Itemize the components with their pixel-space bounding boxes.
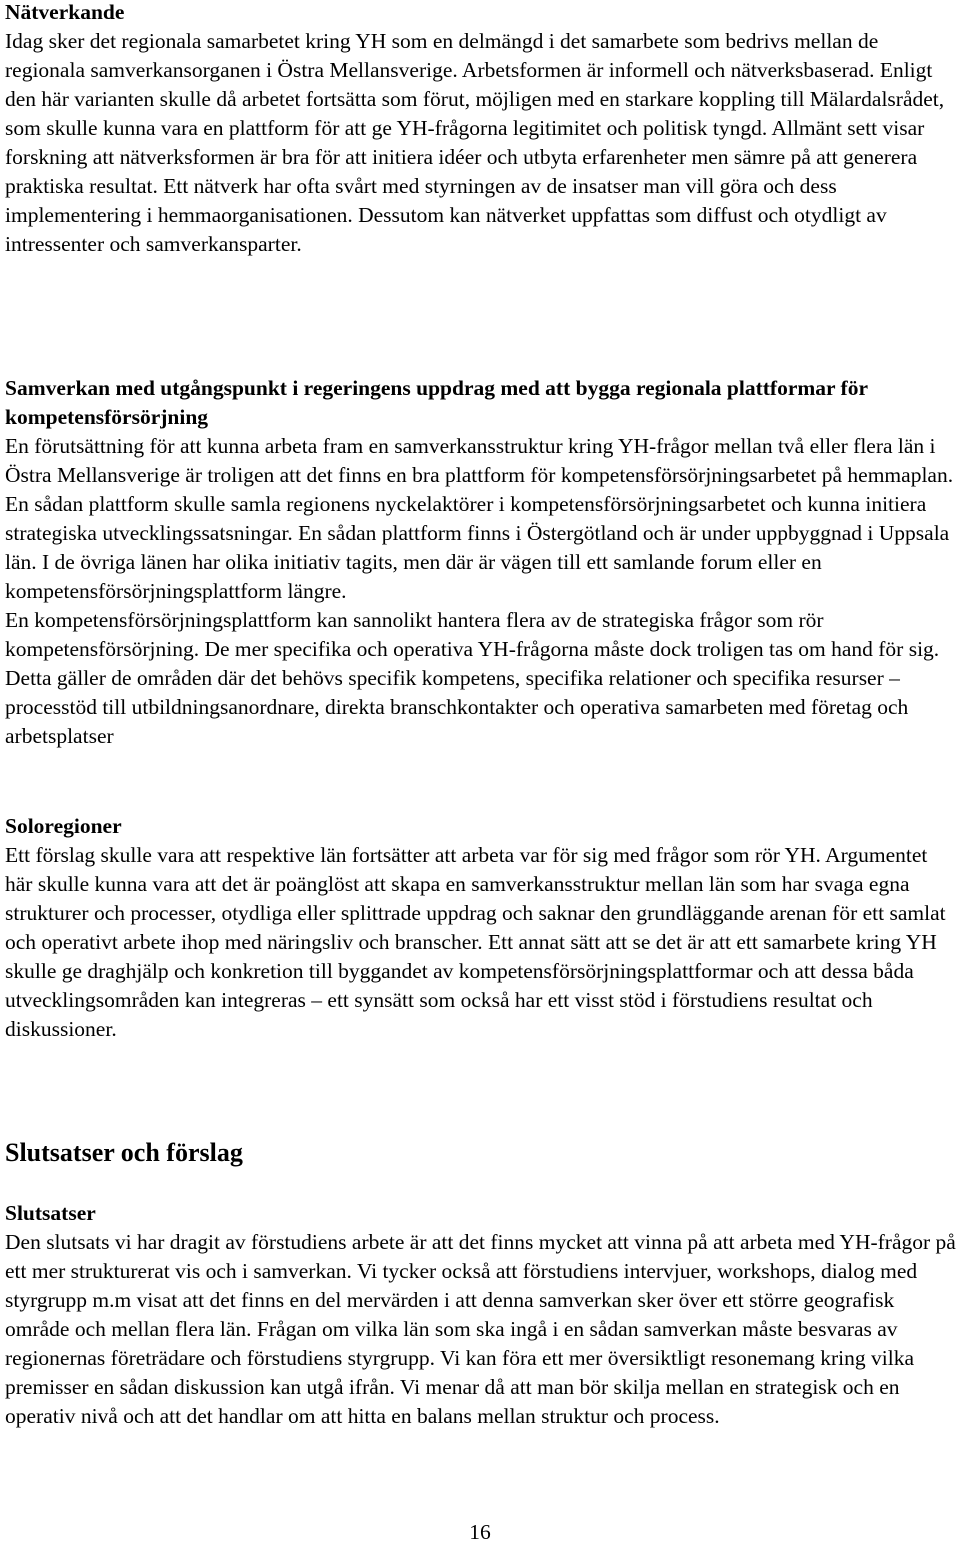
paragraph-samverkan-2: En kompetensförsörjningsplattform kan sannolikt hantera flera av de strategiska frågor som rör kompetensförsörjning. De mer specifika och operativa YH-frågorna måste dock troligen tas om hand för sig. Detta gäller de områden där det behövs specifik kompetens, specifika relationer och specifika resurser – processtöd till utbildningsanordnare, direkta branschkontakter och operativa samarbeten med företag och arbetsplatser [5, 608, 940, 748]
section-natverkande [5, 0, 957, 259]
heading-soloregioner: Soloregioner [5, 814, 122, 838]
heading-slutsatser: Slutsatser [5, 1201, 96, 1225]
paragraph-soloregioner: Ett förslag skulle vara att respektive län fortsätter att arbeta var för sig med frågor som rör YH. Argumentet här skulle kunna vara att det är poänglöst att skapa en samverkansstruktur mellan län som har svaga egna strukturer och processer, otydliga eller splittrade uppdrag och saknar den grundläggande arenan för ett samlat och operativt arbete ihop med näringsliv och branscher. Ett annat sätt att se det är att ett samarbete kring YH skulle ge draghjälp och konkretion till byggandet av kompetensförsörjningsplattformar och att dessa båda utvecklingsområden kan integreras – ett synsätt som också har ett visst stöd i förstudiens resultat och diskussioner. [5, 843, 946, 1041]
section-soloregioner [5, 812, 957, 1044]
heading-natverkande: Nätverkande [5, 0, 125, 24]
page-number: 16 [469, 1520, 491, 1544]
section-samverkan [5, 374, 957, 751]
paragraph-samverkan-1: En förutsättning för att kunna arbeta fram en samverkansstruktur kring YH-frågor mellan två eller flera län i Östra Mellansverige är troligen att det finns en bra plattform för kompetensförsörjningsarbetet på hemmaplan. En sådan plattform skulle samla regionens nyckelaktörer i kompetensförsörjningsarbetet och kunna initiera strategiska utvecklingssatsningar. En sådan plattform finns i Östergötland och är under uppbyggnad i Uppsala län. I de övriga länen har olika initiativ tagits, men där är vägen till ett samlande forum eller en kompetensförsörjningsplattform längre. [5, 434, 954, 603]
section-slutsatser-och-forslag [5, 1136, 957, 1170]
paragraph-natverkande: Idag sker det regionala samarbetet kring YH som en delmängd i det samarbete som bedrivs mellan de regionala samverkansorganen i Östra Mellansverige. Arbetsformen är informell och nätverksbaserad. Enligt den här varianten skulle då arbetet fortsätta som förut, möjligen med en starkare koppling till Mälardalsrådet, som skulle kunna vara en plattform för att ge YH-frågorna legitimitet och politisk tyngd. Allmänt sett visar forskning att nätverksformen är bra för att initiera idéer och utbyta erfarenheter men sämre på att generera praktiska resultat. Ett nätverk har ofta svårt med styrningen av de insatser man vill göra och dess implementering i hemmaorganisationen. Dessutom kan nätverket uppfattas som diffust och otydligt av intressenter och samverkansparter. [5, 29, 945, 256]
paragraph-slutsatser: Den slutsats vi har dragit av förstudiens arbete är att det finns mycket att vinna på att arbeta med YH-frågor på ett mer strukturerat vis och i samverkan. Vi tycker också att förstudiens intervjuer, workshops, dialog med styrgrupp m.m visat att det finns en del mervärden i att denna samverkan sker över ett större geografisk område och mellan flera län. Frågan om vilka län som ska ingå i en sådan samverkan måste besvaras av regionernas företrädare och förstudiens styrgrupp. Vi kan föra ett mer översiktligt resonemang kring vilka premisser en sådan diskussion kan utgå ifrån. Vi menar då att man bör skilja mellan en strategisk och en operativ nivå och att det handlar om att hitta en balans mellan struktur och process. [5, 1230, 956, 1428]
heading-samverkan: Samverkan med utgångspunkt i regeringens uppdrag med att bygga regionala plattformar för kompetensförsörjning [5, 376, 868, 429]
heading-slutsatser-och-forslag: Slutsatser och förslag [5, 1138, 243, 1167]
section-slutsatser [5, 1199, 957, 1431]
